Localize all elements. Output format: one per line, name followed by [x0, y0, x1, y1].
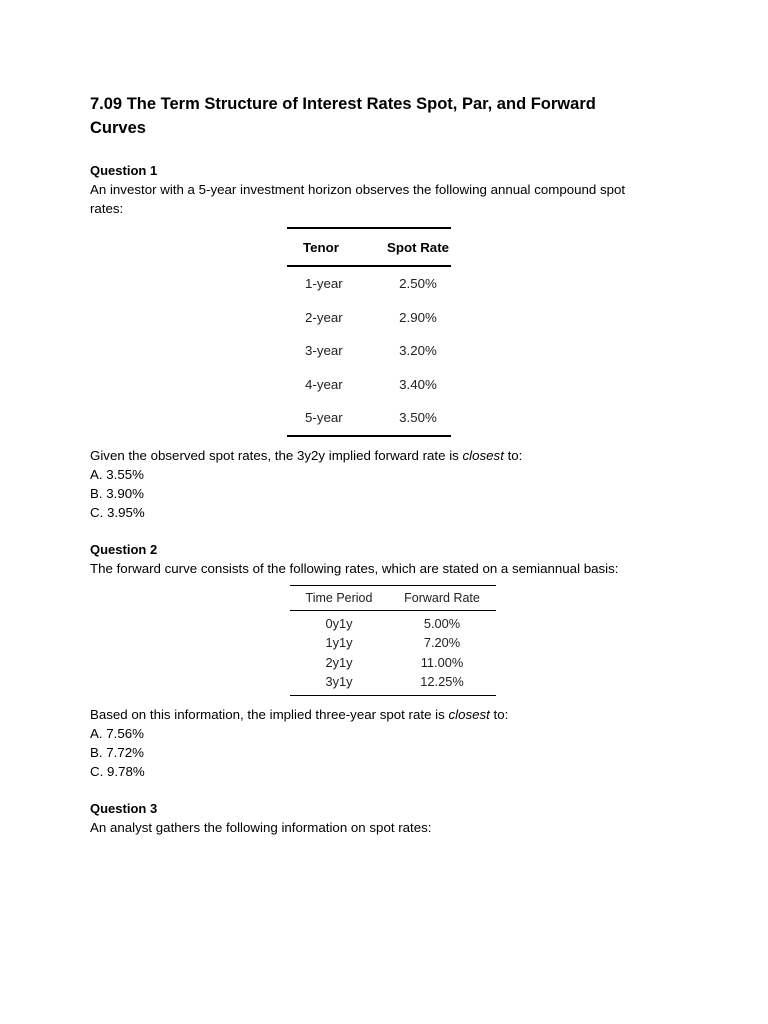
table-row [287, 301, 451, 335]
question-1-intro: An investor with a 5-year investment horizon observes the following annual compound spot rates: [90, 182, 626, 216]
table-row [287, 401, 451, 436]
spot-rate-table [287, 227, 451, 437]
table-cell-spot-rate: 3.40% [399, 376, 437, 392]
question-1-heading: Question 1 [90, 163, 158, 178]
table-cell-tenor: 5-year [305, 410, 343, 426]
table-cell-time-period: 2y1y [325, 654, 353, 670]
table-header-time-period: Time Period [305, 590, 373, 605]
question-3 [90, 799, 660, 837]
table-header-spot-rate: Spot Rate [386, 239, 450, 255]
table-cell-time-period: 1y1y [325, 635, 353, 651]
question-2 [90, 540, 660, 781]
table-row [287, 334, 451, 368]
question-2-option-c: C. 9.78% [90, 763, 145, 779]
table-cell-spot-rate: 3.50% [399, 410, 437, 426]
question-2-prompt-end: to: [489, 706, 509, 722]
page-title [90, 92, 660, 140]
question-1-prompt-start: Given the observed spot rates, the 3y2y implied forward rate is [90, 447, 463, 463]
table-row [290, 672, 496, 695]
table-row [290, 610, 496, 633]
table-cell-forward-rate: 5.00% [423, 615, 461, 631]
question-1-option-a: A. 3.55% [90, 466, 144, 482]
table-cell-tenor: 1-year [305, 276, 343, 292]
table-cell-spot-rate: 3.20% [399, 343, 437, 359]
question-2-prompt-start: Based on this information, the implied three-year spot rate is [90, 706, 449, 722]
table-cell-tenor: 3-year [305, 343, 343, 359]
question-1-option-b: B. 3.90% [90, 485, 144, 501]
question-3-heading: Question 3 [90, 800, 158, 816]
table-cell-time-period: 0y1y [325, 615, 353, 631]
question-2-option-a: A. 7.56% [90, 725, 144, 741]
table-header-tenor: Tenor [303, 239, 339, 255]
table-cell-time-period: 3y1y [325, 674, 353, 690]
question-1-prompt [90, 446, 660, 465]
question-2-prompt-emphasis: closest [448, 706, 490, 722]
table-cell-forward-rate: 12.25% [420, 674, 464, 690]
question-1-prompt-end: to: [503, 447, 523, 463]
forward-rate-table [290, 585, 496, 696]
table-cell-spot-rate: 2.90% [399, 309, 437, 325]
question-2-heading: Question 2 [90, 541, 158, 557]
table-cell-tenor: 4-year [305, 376, 343, 392]
table-header-row [290, 585, 496, 610]
question-2-intro: The forward curve consists of the following rates, which are stated on a semiannual basis: [90, 560, 619, 576]
question-2-option-b: B. 7.72% [90, 744, 144, 760]
table-cell-spot-rate: 2.50% [399, 276, 437, 292]
table-header-row [287, 228, 451, 266]
table-row [290, 633, 496, 653]
table-header-forward-rate: Forward Rate [404, 590, 480, 605]
question-1-option-c: C. 3.95% [90, 504, 145, 520]
question-2-prompt [90, 705, 660, 724]
page-title-line-1: 7.09 The Term Structure of Interest Rates Spot, Par, and Forward [90, 95, 596, 113]
question-1 [90, 161, 660, 522]
table-row [287, 266, 451, 301]
table-cell-forward-rate: 11.00% [420, 654, 464, 670]
table-row [287, 368, 451, 402]
page-title-line-2: Curves [90, 119, 146, 137]
document-page [90, 92, 660, 837]
table-row [290, 653, 496, 673]
question-3-intro: An analyst gathers the following information on spot rates: [90, 819, 432, 835]
table-cell-tenor: 2-year [305, 309, 343, 325]
table-cell-forward-rate: 7.20% [423, 635, 461, 651]
question-1-prompt-emphasis: closest [462, 447, 504, 463]
